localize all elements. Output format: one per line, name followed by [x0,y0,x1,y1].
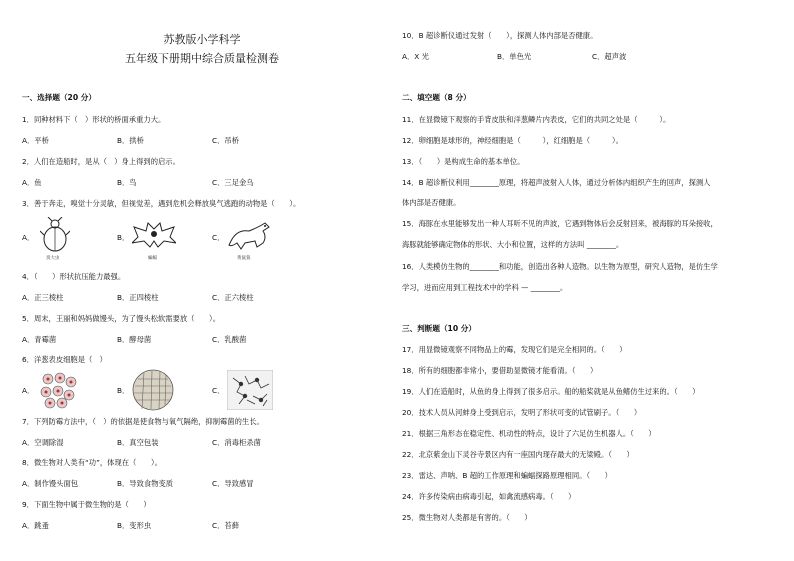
option-c: C．消毒柜杀菌 [212,438,261,447]
option-a: A． [22,386,35,395]
option-c: C．三足金乌 [212,178,254,187]
option-b: B．拱桥 [117,136,144,145]
option-a: A．跳蚤 [22,521,49,530]
question-17: 17．用显微镜观察不同物品上的霉，发现它们是完全相同的。（ ） [402,345,627,354]
page-subtitle: 五年级下册期中综合质量检测卷 [125,52,279,65]
question-13: 13．（ ）是构成生命的基本单位。 [402,157,525,166]
option-c: C．超声波 [592,52,627,61]
option-a: A．青霉菌 [22,335,57,344]
option-a: A．正三棱柱 [22,293,64,302]
question-11: 11．在显微镜下观察的手背皮肤和洋葱鳞片内表皮，它们的共同之处是（ ）。 [402,115,671,124]
question-22: 22．北京紫金山下灵谷寺景区内有一座国内现存最大的无梁殿。（ ） [402,450,634,459]
option-b: B． [117,386,130,395]
question-21: 21．根据三角形态在稳定性、机动性的特点，设计了六足仿生机器人。（ ） [402,429,656,438]
question-20: 20．技术人员从河蚌身上受到启示，发明了形状可变的试管刷子。（ ） [402,408,642,417]
section-judge-heading: 三、判断题（10 分） [402,324,476,333]
option-b: B．导致食物变质 [117,479,174,488]
question-19: 19．人们在造船时，从鱼的身上得到了很多启示。船的船桨就是从鱼鳍仿生过来的。（ ） [402,387,700,396]
question-9: 9．下面生物中属于微生物的是（ ） [22,500,151,509]
question-3-images [22,215,382,261]
question-12: 12．卵细胞是球形的，神经细胞是（ ），红细胞是（ ）。 [402,136,623,145]
question-10: 10．B 超诊断仪通过发射（ ），探测人体内部是否健康。 [402,31,598,40]
neuron-cell-icon [227,370,273,410]
option-a: A．鱼 [22,178,42,187]
option-a: A．平桥 [22,136,49,145]
animal-cell-icon [38,370,78,410]
option-c: C． [212,386,225,395]
option-c: C．正六棱柱 [212,293,254,302]
option-c: C．导致感冒 [212,479,254,488]
option-b: B．真空包装 [117,438,159,447]
question-23: 23．雷达、声呐、B 超的工作原理和蝙蝠探路原理相同。（ ） [402,471,612,480]
option-b: B．单色光 [497,52,532,61]
question-7: 7．下列防霉方法中，（ ）的依据是使食物与氧气隔绝，抑制霉菌的生长。 [22,417,264,426]
option-c: C．苔藓 [212,521,239,530]
question-16-line2: 学习，进而应用到工程技术中的学科 — ________。 [402,283,568,292]
question-16-line1: 16．人类模仿生物的________和功能，创造出各种人造物。以生物为原型，研究人造物，是仿生学 [402,262,718,271]
beetle-icon [40,217,70,253]
section-fill-heading: 二、填空题（8 分） [402,93,471,102]
option-b: B．酵母菌 [117,335,152,344]
option-c: C． [212,233,225,242]
onion-cell-icon [132,369,174,411]
weasel-icon [227,219,273,251]
question-8: 8．微生物对人类有“功”，体现在（ ）。 [22,458,162,467]
option-a: A．制作馒头面包 [22,479,79,488]
caption-b: 蝙蝠 [148,256,157,261]
option-a: A．X 光 [402,52,429,61]
option-b: B．变形虫 [117,521,152,530]
bat-icon [132,221,176,249]
question-6-images [22,368,382,414]
question-18: 18．所有的细胞都非常小，要借助显微镜才能看清。（ ） [402,366,598,375]
section-choice-heading: 一、选择题（20 分） [22,93,96,102]
question-6: 6．洋葱表皮细胞是（ ） [22,355,107,364]
question-15-line2: 海豚就能够确定物体的形状、大小和位置，这样的方法叫 ________。 [402,240,624,249]
option-b: B．鸟 [117,178,137,187]
option-a: A．空调除湿 [22,438,64,447]
question-14-line2: 体内部是否健康。 [402,198,461,207]
question-4: 4．（ ）形状抗压能力最强。 [22,272,126,281]
option-b: B． [117,233,130,242]
option-a: A． [22,233,35,242]
option-c: C．乳酸菌 [212,335,247,344]
caption-c: 黄鼠狼 [237,256,251,261]
page-title: 苏教版小学科学 [163,33,241,46]
question-14-line1: 14．B 超诊断仪利用________原理，将超声波射入人体，通过分析体内组织产生的回声，探测人 [402,178,711,187]
question-5: 5．周末，王丽和妈妈做馒头，为了馒头松软需要放（ ）。 [22,314,221,323]
question-2: 2．人们在造船时，是从（ ）身上得到的启示。 [22,157,180,166]
question-25: 25．微生物对人类都是有害的。（ ） [402,513,532,522]
option-c: C．吊桥 [212,136,239,145]
caption-a: 臭大虫 [46,256,60,261]
question-24: 24．许多传染病由病毒引起，如禽流感病毒。（ ） [402,492,576,501]
question-15-line1: 15．海豚在水里能够发出一种人耳听不见的声波，它遇到物体后会反射回来，被海豚的耳朵接收， [402,219,718,228]
question-3: 3．善于奔走，嗅觉十分灵敏，但视觉差，遇到危机会释放臭气逃跑的动物是（ ）。 [22,199,301,208]
question-1: 1．同种材料下（ ）形状的桥面承重力大。 [22,115,166,124]
option-b: B．正四棱柱 [117,293,159,302]
